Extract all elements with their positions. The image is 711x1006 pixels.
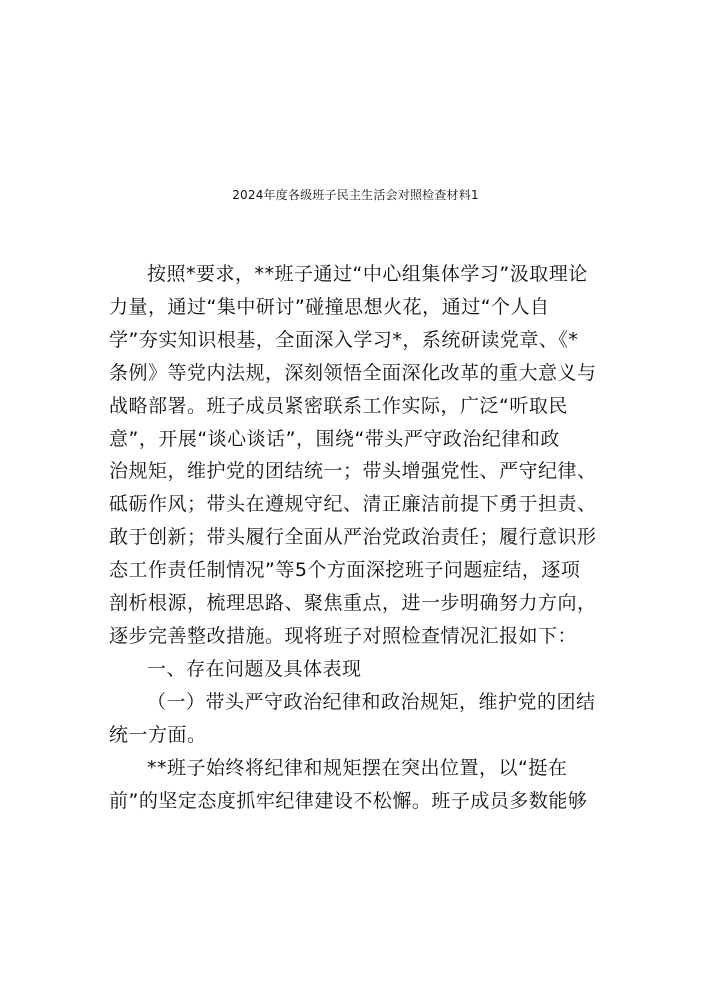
section-heading: 一、存在问题及具体表现: [147, 657, 362, 680]
paragraph-line: 治规矩，维护党的团结统一；带头增强党性、严守纪律、: [109, 460, 597, 483]
paragraph-line: 力量，通过“集中研讨”碰撞思想火花，通过“个人自: [109, 295, 550, 318]
paragraph-line: 敢于创新；带头履行全面从严治党政治责任；履行意识形: [109, 526, 597, 549]
paragraph-line: 学”夯实知识根基，全面深入学习*，系统研读党章、《*: [109, 328, 579, 351]
paragraph-line: 砥砺作风；带头在遵规守纪、清正廉洁前提下勇于担责、: [109, 493, 597, 516]
subsection-heading: （一）带头严守政治纪律和政治规矩，维护党的团结: [147, 690, 596, 713]
paragraph-line: 战略部署。班子成员紧密联系工作实际，广泛“听取民: [109, 394, 568, 417]
paragraph-line: 剖析根源，梳理思路、聚焦重点，进一步明确努力方向，: [109, 592, 597, 615]
paragraph-line: **班子始终将纪律和规矩摆在突出位置，以“挺在: [147, 756, 568, 779]
paragraph-line: 意”，开展“谈心谈话”，围绕“带头严守政治纪律和政: [109, 427, 560, 450]
subsection-heading-continued: 统一方面。: [109, 723, 207, 746]
document-title: 2024年度各级班子民主生活会对照检查材料1: [232, 188, 479, 202]
paragraph-line: 前”的坚定态度抓牢纪律建设不松懈。班子成员多数能够: [109, 789, 588, 812]
paragraph-line: 逐步完善整改措施。现将班子对照检查情况汇报如下：: [109, 624, 578, 647]
document-body: [109, 258, 609, 817]
paragraph-line: 态工作责任制情况”等5个方面深挖班子问题症结，逐项: [109, 559, 581, 582]
paragraph-line: 按照*要求，**班子通过“中心组集体学习”汲取理论: [147, 263, 588, 285]
paragraph-line: 条例》等党内法规，深刻领悟全面深化改革的重大意义与: [109, 361, 597, 384]
